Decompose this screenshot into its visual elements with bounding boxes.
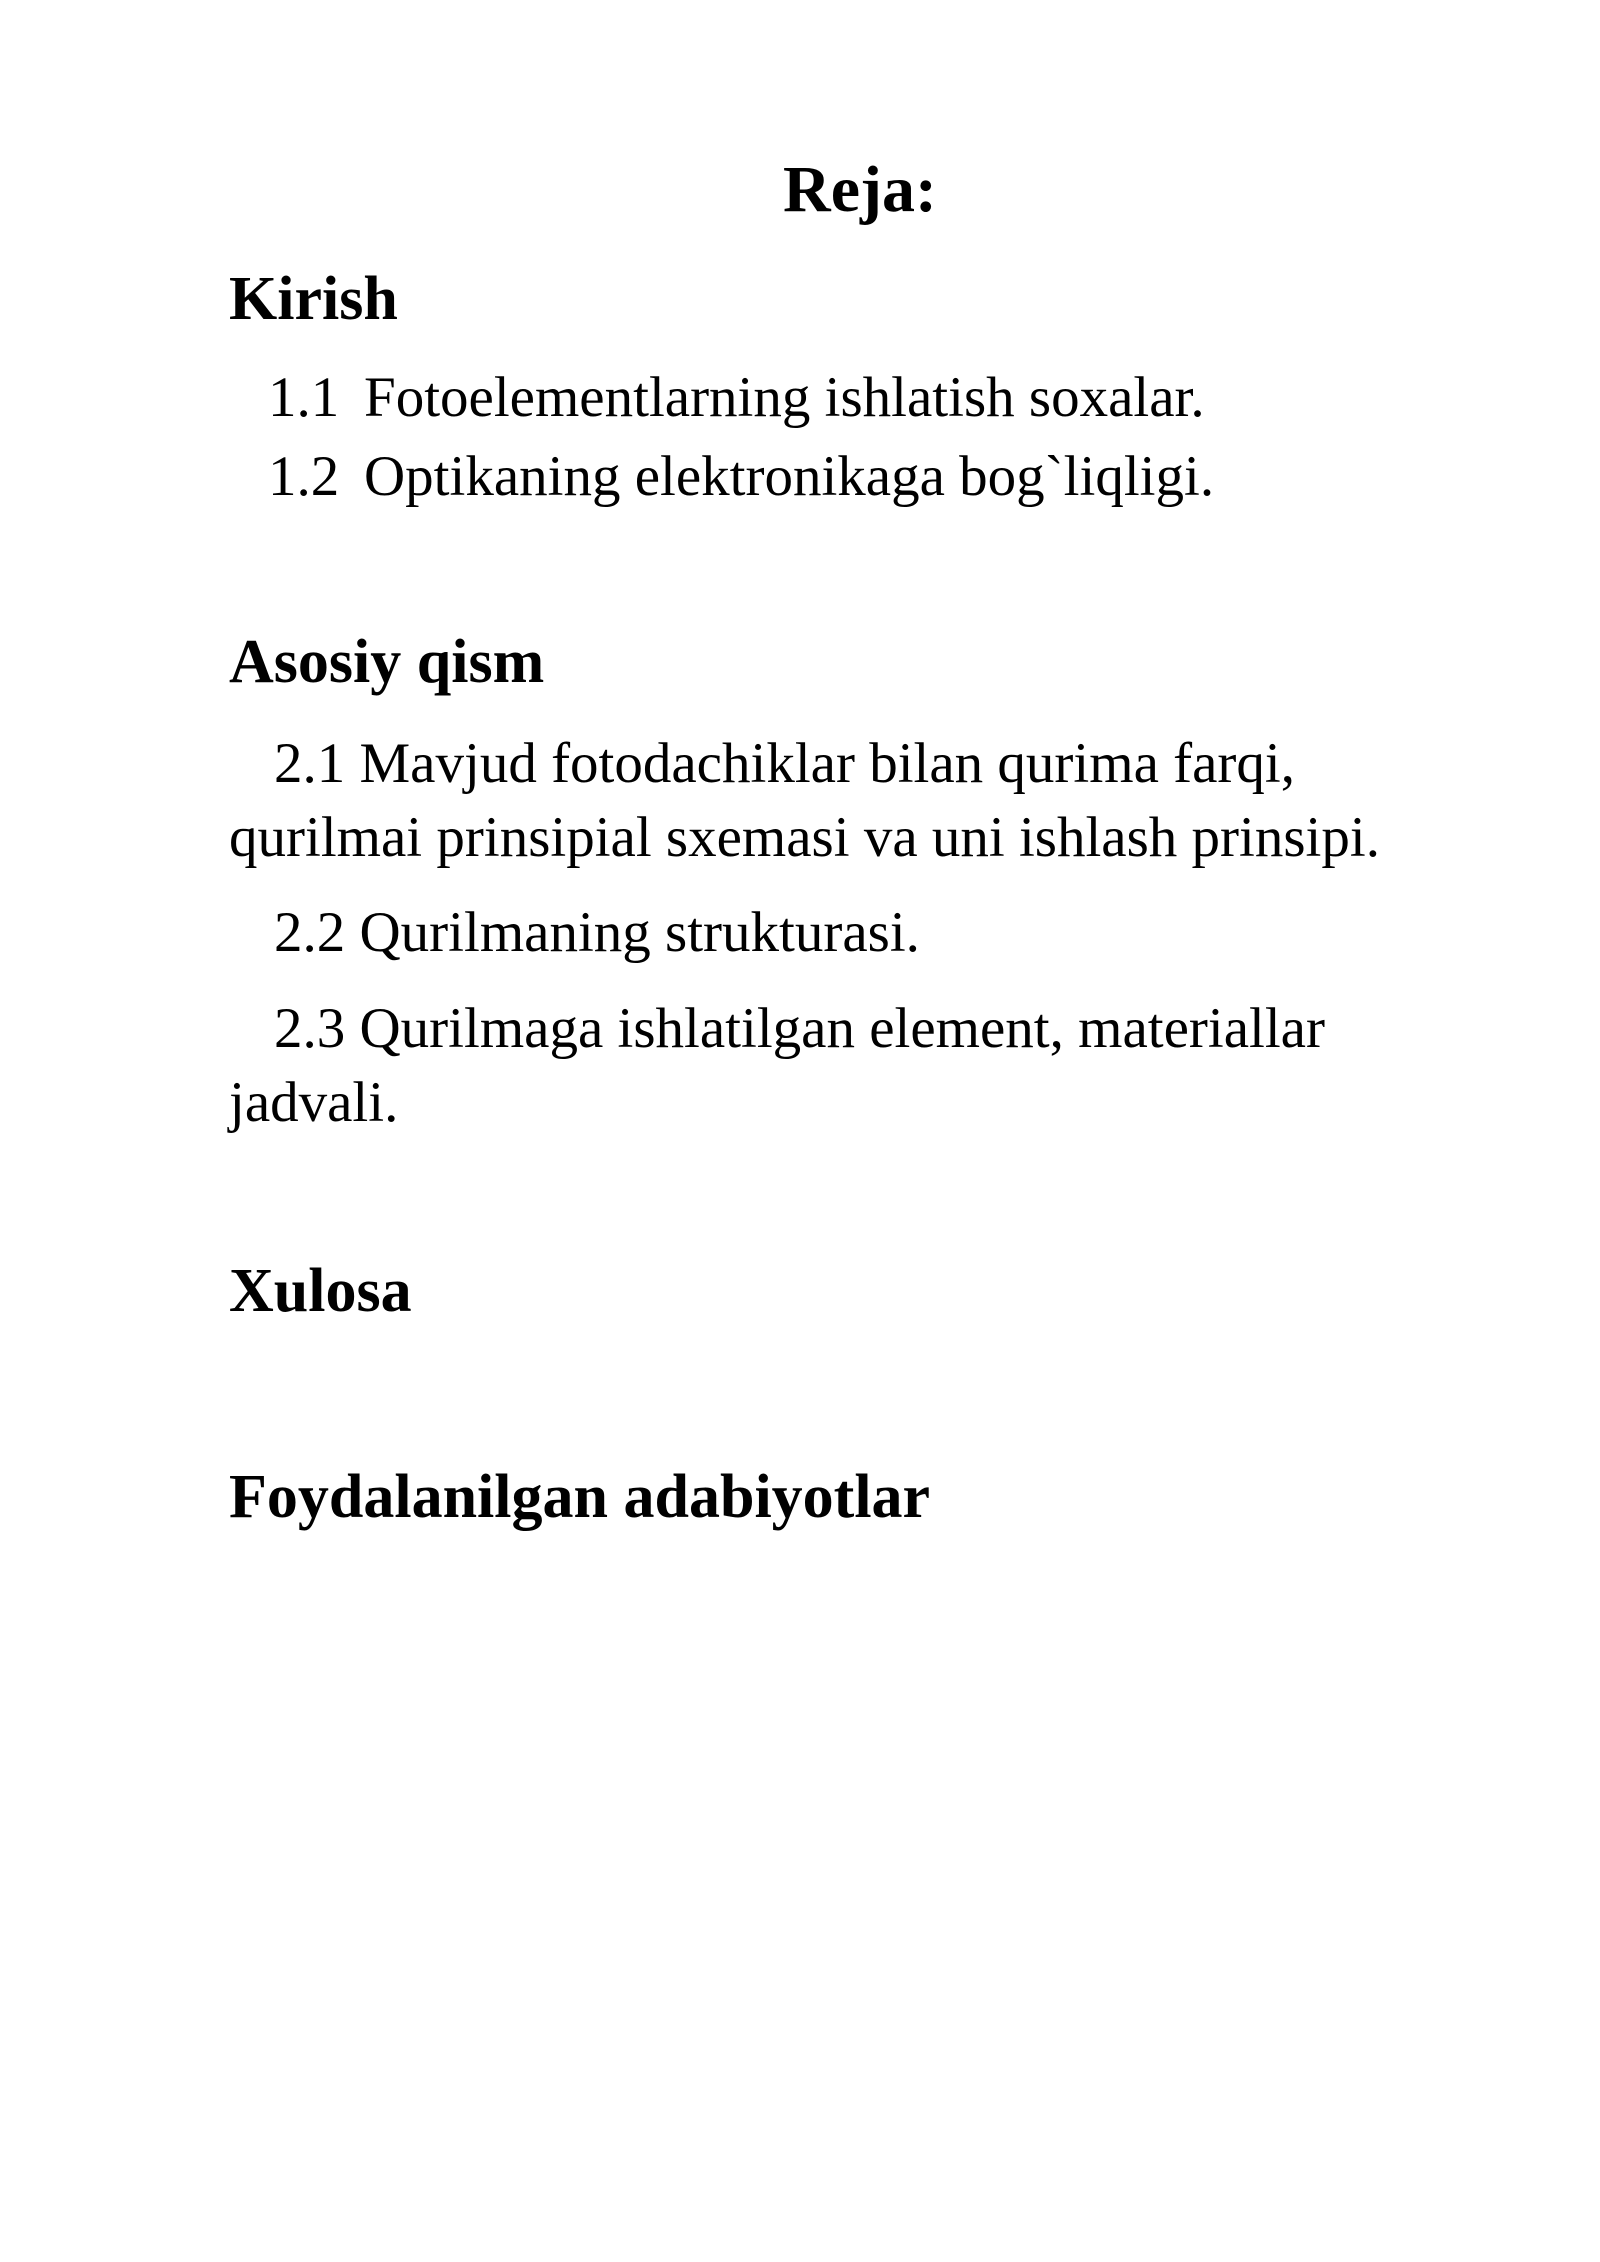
list-item: 2.1 Mavjud fotodachiklar bilan qurima farqi, qurilmai prinsipial sxemasi va uni ishlash prinsipi. [229, 732, 1380, 869]
item-number: 1.1 [268, 366, 340, 429]
list-item [268, 361, 1205, 435]
section-heading-kirish: Kirish [229, 265, 398, 333]
section-heading-xulosa: Xulosa [229, 1257, 412, 1325]
section-heading-adabiyotlar: Foydalanilgan adabiyotlar [229, 1463, 931, 1531]
section-heading-asosiy: Asosiy qism [229, 628, 545, 696]
page-title: Reja: [783, 153, 937, 226]
item-number: 1.2 [268, 445, 340, 508]
list-item: 2.2 Qurilmaning strukturasi. [274, 901, 920, 964]
item-text: Fotoelementlarning ishlatish soxalar. [364, 366, 1205, 429]
list-item: 2.3 Qurilmaga ishlatilgan element, materiallar jadvali. [229, 997, 1325, 1134]
item-text: Optikaning elektronikaga bog`liqligi. [364, 445, 1215, 508]
list-item [268, 440, 1214, 514]
